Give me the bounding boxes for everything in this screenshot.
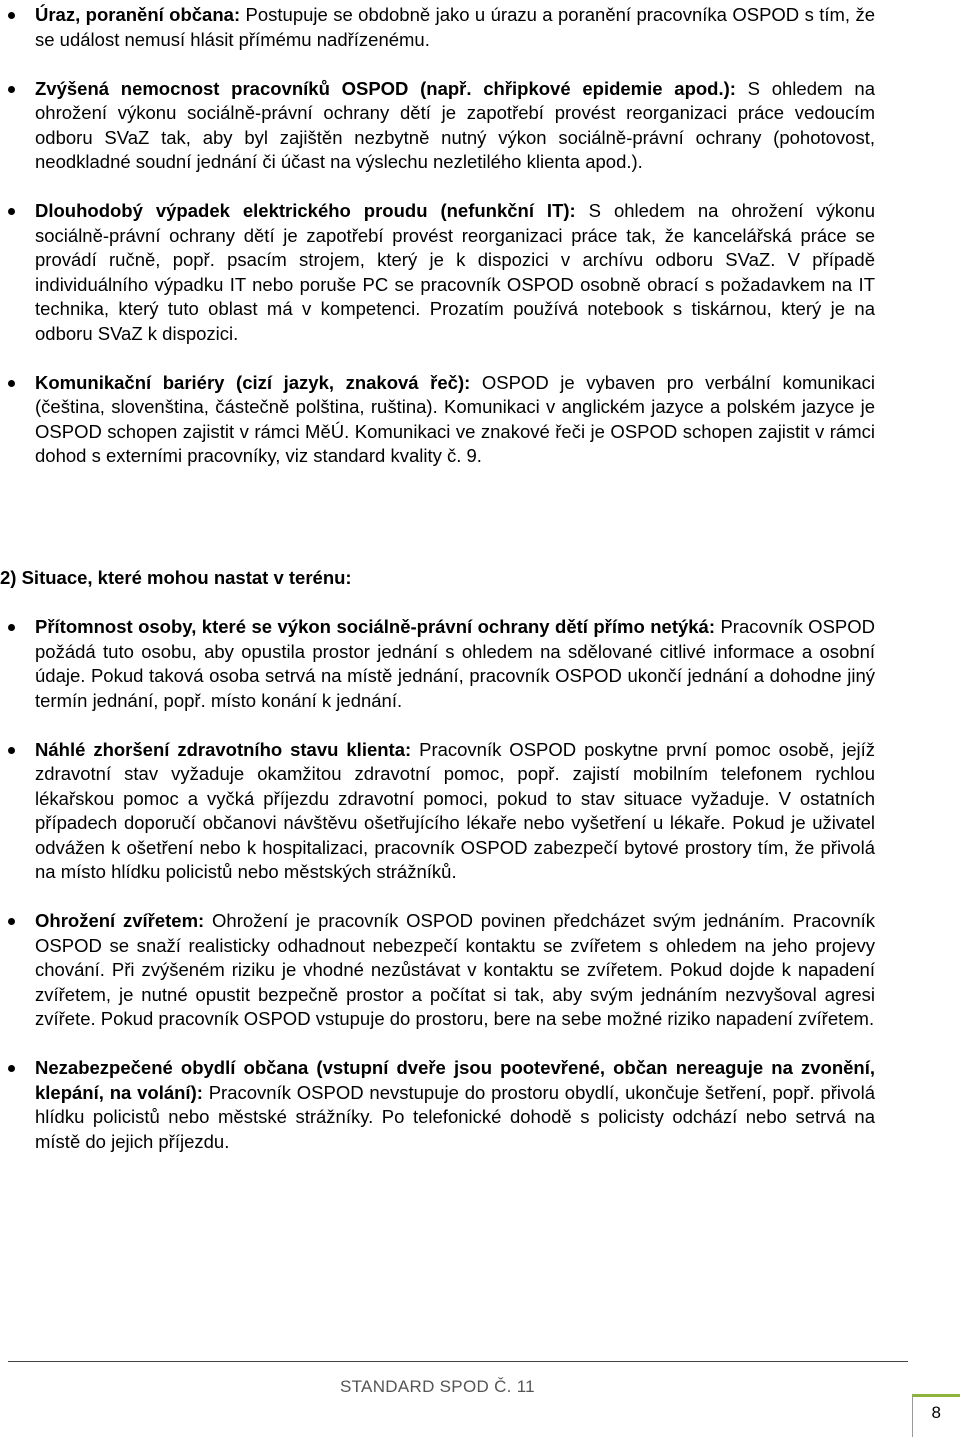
bullet-icon bbox=[8, 918, 15, 925]
item-text: Pracovník OSPOD nevstupuje do prostoru obydlí, ukončuje šetření, popř. přivolá hlídku policistů nebo městské strážníky. Po telefonické dohodě s policisty odchází nebo setrvá na místě do jejich příjezdu. bbox=[35, 1081, 875, 1152]
item-title: Komunikační bariéry (cizí jazyk, znaková řeč): bbox=[35, 371, 471, 393]
item-text: S ohledem na ohrožení výkonu sociálně-právní ochrany dětí je zapotřebí provést reorganizaci práce vedoucím odboru SVaZ tak, aby byl zajištěn nezbytně nutný výkon sociálně-právní ochrany (pohotovost, neodkladné soudní jednání či účast na výslechu nezletilého klienta apod.). bbox=[35, 77, 875, 172]
section-heading: 2) Situace, které mohou nastat v terénu: bbox=[0, 567, 352, 588]
item-text: Pracovník OSPOD poskytne první pomoc osobě, jejíž zdravotní stav vyžaduje okamžitou zdravotní pomoc, popř. zajistí mobilním telefonem rychlou lékařskou pomoc a vyčká příjezdu zdravotní pomoci, pokud to stav situace vyžaduje. V ostatních případech doporučí občanovi návštěvu ošetřujícího lékaře nebo vyšetření u lékaře. Pokud je uživatel odvážen k ošetření nebo k hospitalizaci, pracovník OSPOD zabezpečí bytové prostory tím, že přivolá na místo hlídku policistů nebo městských strážníků. bbox=[35, 738, 875, 882]
item-title: Zvýšená nemocnost pracovníků OSPOD (např. chřipkové epidemie apod.): bbox=[35, 77, 736, 99]
item-text: OSPOD je vybaven pro verbální komunikaci (čeština, slovenština, částečně polština, ruština). Komunikaci v anglickém jazyce a polském jazyce je OSPOD schopen zajistit v rámci MěÚ. Komunikaci ve znakové řeči je OSPOD schopen zajistit v rámci dohod s externími pracovníky, viz standard kvality č. 9. bbox=[35, 371, 876, 466]
bullet-icon bbox=[8, 1065, 15, 1072]
bullet-icon bbox=[8, 624, 15, 631]
list-item bbox=[35, 77, 875, 175]
list-item bbox=[35, 3, 875, 52]
list-item bbox=[35, 199, 875, 346]
footer-divider bbox=[8, 1361, 908, 1362]
list-item bbox=[35, 909, 875, 1032]
list-item bbox=[35, 738, 875, 885]
item-text: Pracovník OSPOD požádá tuto osobu, aby opustila prostor jednání s ohledem na sdělované citlivé informace a osobní údaje. Pokud taková osoba setrvá na místě jednání, pracovník OSPOD ukončí jednání a dohodne jiný termín jednání, popř. místo konání k jednání. bbox=[35, 616, 876, 711]
bullet-icon bbox=[8, 208, 15, 215]
bullet-icon bbox=[8, 380, 15, 387]
item-text: Postupuje se obdobně jako u úrazu a poranění pracovníka OSPOD s tím, že se událost nemusí hlásit přímému nadřízenému. bbox=[35, 4, 875, 50]
item-title: Ohrožení zvířetem: bbox=[35, 910, 205, 931]
page-number-box bbox=[912, 1394, 960, 1437]
situation-list-office bbox=[35, 3, 875, 469]
situation-list-field bbox=[35, 615, 875, 1154]
item-title: Dlouhodobý výpadek elektrického proudu (nefunkční IT): bbox=[35, 200, 576, 221]
list-item bbox=[35, 371, 875, 469]
bullet-icon bbox=[8, 12, 15, 19]
item-title: Úraz, poranění občana: bbox=[35, 4, 241, 25]
item-title: Nezabezpečené obydlí občana (vstupní dveře jsou pootevřené, občan nereaguje na zvonění, klepání, na volání): bbox=[35, 1057, 875, 1103]
list-item bbox=[35, 1056, 875, 1154]
bullet-icon bbox=[8, 86, 15, 93]
item-text: Ohrožení je pracovník OSPOD povinen předcházet svým jednáním. Pracovník OSPOD se snaží realisticky odhadnout nebezpečí kontaktu se zvířetem s ohledem na jeho projevy chování. Při zvýšeném riziku je vhodné nezůstávat v kontaktu se zvířetem. Pokud dojde k napadení zvířetem, je nutné opustit bezpečně prostor a počítat si tak, aby svým jednáním nezvyšoval agresi zvířete. Pokud pracovník OSPOD vstupuje do prostoru, bere na sebe možné riziko napadení zvířetem. bbox=[35, 910, 876, 1029]
item-text: S ohledem na ohrožení výkonu sociálně-právní ochrany dětí je zapotřebí provést reorganizaci práce tak, že kancelářská práce se provádí ručně, popř. psacím strojem, který je k dispozici v archívu odboru SVaZ. V případě individuálního výpadku IT nebo poruše PC se pracovník OSPOD osobně obrací s požadavkem na IT technika, který tuto oblast má v kompetenci. Prozatím používá notebook s tiskárnou, který je na odboru SVaZ k dispozici. bbox=[35, 200, 875, 344]
item-title: Náhlé zhoršení zdravotního stavu klienta: bbox=[35, 738, 412, 760]
item-title: Přítomnost osoby, které se výkon sociálně-právní ochrany dětí přímo netýká: bbox=[35, 616, 716, 637]
page-number: 8 bbox=[931, 1403, 941, 1422]
list-item bbox=[35, 615, 875, 713]
bullet-icon bbox=[8, 747, 15, 754]
footer-title: STANDARD SPOD Č. 11 bbox=[340, 1377, 535, 1396]
